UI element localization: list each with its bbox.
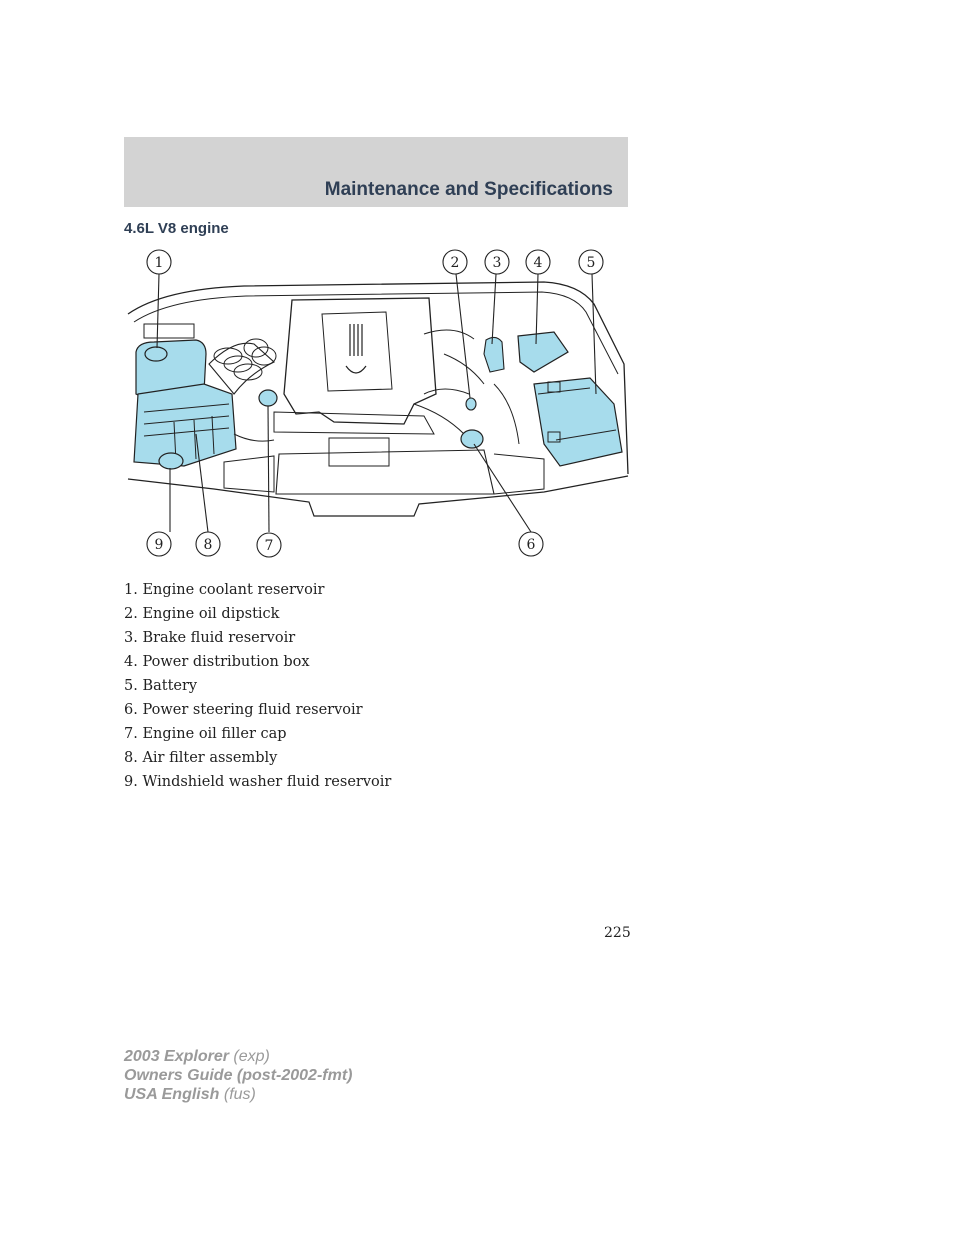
callout-1: 1: [154, 255, 164, 271]
air-filter-assembly: [134, 384, 236, 466]
legend-item: 7. Engine oil filler cap: [124, 726, 287, 742]
callout-2: 2: [450, 255, 460, 271]
oil-filler-cap: [259, 390, 277, 406]
footer-language: USA English: [124, 1086, 220, 1103]
intake-duct: [209, 343, 274, 394]
legend-item: 6. Power steering fluid reservoir: [124, 702, 363, 718]
callout-6: 6: [526, 537, 536, 553]
power-steering-reservoir: [461, 430, 483, 448]
component-legend: [124, 580, 391, 796]
power-distribution-box: [518, 332, 568, 372]
footer-model: 2003 Explorer: [124, 1048, 229, 1065]
document-footer: [124, 1047, 352, 1104]
engine-diagram: [124, 244, 630, 566]
footer-line-1: [124, 1047, 352, 1066]
callout-4: 4: [533, 255, 543, 271]
radiator-support: [128, 476, 628, 516]
callout-9: 9: [154, 537, 164, 553]
engine-cover: [284, 298, 436, 424]
callout-5: 5: [586, 255, 596, 271]
header-band: [124, 137, 628, 207]
section-title: 4.6L V8 engine: [124, 220, 229, 237]
footer-guide: Owners Guide (post-2002-fmt): [124, 1067, 353, 1084]
callout-8: 8: [203, 537, 213, 553]
brake-fluid-reservoir: [484, 337, 504, 372]
page-number: 225: [604, 925, 631, 941]
footer-line-3: [124, 1085, 352, 1104]
legend-item: 4. Power distribution box: [124, 654, 310, 670]
legend-item: 9. Windshield washer fluid reservoir: [124, 774, 392, 790]
oil-dipstick: [466, 398, 476, 410]
washer-fluid-cap: [159, 453, 183, 469]
callout-3: 3: [492, 255, 502, 271]
footer-model-code: (exp): [233, 1048, 270, 1065]
legend-item: 2. Engine oil dipstick: [124, 606, 280, 622]
page-header-title: Maintenance and Specifications: [324, 179, 613, 200]
battery: [534, 378, 622, 466]
callout-7: 7: [264, 538, 274, 554]
legend-item: 5. Battery: [124, 678, 198, 694]
legend-item: 3. Brake fluid reservoir: [124, 630, 296, 646]
legend-item: 8. Air filter assembly: [124, 750, 278, 766]
footer-line-2: [124, 1066, 352, 1085]
legend-item: 1. Engine coolant reservoir: [124, 582, 325, 598]
footer-language-code: (fus): [223, 1086, 256, 1103]
